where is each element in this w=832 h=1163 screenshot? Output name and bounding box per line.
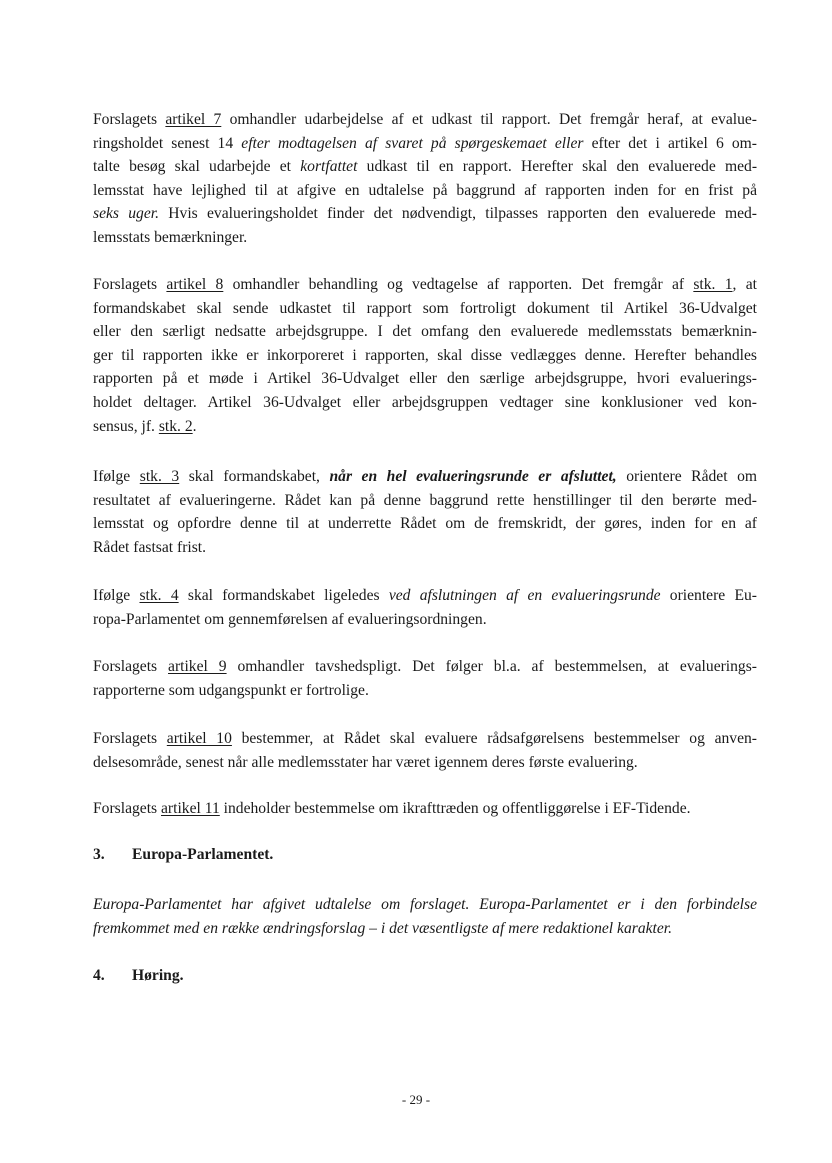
text-line [93, 917, 757, 941]
text-run: resultatet af evalueringerne. Rådet kan på denne baggrund rette henstillinger til den berørte med- [93, 491, 757, 509]
text-run: sensus, jf. [93, 417, 159, 435]
text-run: seks uger. [93, 205, 159, 223]
text-run: bestemmer, at Rådet skal evaluere rådsafgørelsens bestemmelser og anven- [231, 730, 757, 747]
text-line [93, 584, 757, 608]
text-run: ved afslutningen af en evalueringsrunde [388, 587, 661, 604]
reference-link: artikel 8 [166, 276, 224, 293]
text-line [93, 320, 757, 344]
reference-link: stk. 3 [139, 468, 180, 485]
text-line [93, 155, 757, 179]
text-run: Rådet fastsat frist. [93, 538, 207, 556]
text-line [93, 202, 757, 226]
text-line [93, 465, 757, 489]
text-run: rapporterne som udgangspunkt er fortrolige. [93, 681, 369, 699]
page-number: - 29 - [401, 1092, 431, 1107]
text-run: Forslagets [93, 111, 166, 128]
paragraph-article-9 [93, 655, 757, 702]
section-number: 4. [93, 967, 105, 984]
text-line [93, 489, 757, 513]
text-line [93, 344, 757, 368]
reference-link: stk. 4 [139, 587, 179, 604]
text-run: lemsstat og opfordre denne til at underrette Rådet om de fremskridt, der gøres, inden for en af [93, 515, 757, 533]
text-run: talte besøg skal udarbejde et [93, 158, 301, 176]
text-line [93, 179, 757, 203]
reference-link: stk. 2 [158, 417, 193, 435]
text-run: formandskabet skal sende udkastet til rapport som fortroligt dokument til Artikel 36-Udvalget [93, 299, 757, 317]
text-run: skal formandskabet, [179, 468, 330, 485]
reference-link: stk. 1 [693, 276, 733, 293]
text-run: skal formandskabet ligeledes [178, 587, 389, 604]
text-run: delsesområde, senest når alle medlemsstater har været igennem deres første evaluering. [93, 753, 638, 771]
paragraph-stk-4 [93, 584, 757, 631]
text-run: rapporten på et møde i Artikel 36-Udvalget eller den særlige arbejdsgruppe, hvori evaluerings- [93, 370, 757, 388]
text-line [93, 536, 757, 560]
text-run: efter det i artikel 6 om- [583, 134, 757, 152]
text-line [93, 679, 757, 703]
section-title: Høring. [132, 967, 184, 984]
text-run: når en hel evalueringsrunde er afsluttet, [329, 468, 617, 485]
text-run: omhandler udarbejdelse af et udkast til rapport. Det fremgår heraf, at evalue- [221, 111, 757, 128]
text-run: udkast til en rapport. Herefter skal den evaluerede med- [357, 158, 758, 176]
paragraph-article-10 [93, 727, 757, 774]
text-run: Forslagets [93, 276, 167, 293]
text-line [93, 226, 757, 250]
text-run: , at [732, 276, 757, 293]
text-run: ringsholdet senest 14 [93, 134, 242, 152]
text-run: kortfattet [300, 158, 358, 176]
text-line [93, 132, 757, 156]
text-run: Ifølge [93, 468, 140, 485]
text-line [93, 391, 757, 415]
text-run: Forslagets [93, 658, 169, 675]
text-run: omhandler behandling og vedtagelse af rapporten. Det fremgår af [223, 276, 694, 293]
paragraph-article-8 [93, 273, 757, 438]
paragraph-europa-parlamentet [93, 893, 757, 940]
paragraph-article-7 [93, 108, 757, 250]
reference-link: artikel 9 [168, 658, 227, 675]
text-run: ger til rapporten ikke er inkorporeret i rapporten, skal disse vedlægges denne. Herefter behandles [93, 346, 757, 364]
text-line [93, 797, 757, 821]
text-run: Forslagets [93, 730, 167, 747]
reference-link: artikel 11 [161, 800, 220, 817]
text-line [93, 297, 757, 321]
text-run: orientere Eu- [660, 587, 757, 604]
paragraph-article-11 [93, 797, 757, 821]
text-run: Ifølge [93, 587, 140, 604]
text-run: fremkommet med en række ændringsforslag – i det væsentligste af mere redaktionel karakter. [93, 919, 673, 937]
text-run: ropa-Parlamentet om gennemførelsen af evalueringsordningen. [93, 610, 487, 628]
text-run: Europa-Parlamentet har afgivet udtalelse om forslaget. Europa-Parlamentet er i den forbindelse [93, 896, 757, 913]
text-line [93, 727, 757, 751]
text-line [93, 608, 757, 632]
text-line [93, 893, 757, 917]
text-line [93, 655, 757, 679]
text-run: orientere Rådet om [616, 468, 757, 485]
section-heading-europa-parlamentet [93, 846, 273, 864]
text-line [93, 415, 757, 439]
text-run: omhandler tavshedspligt. Det følger bl.a. af bestemmelsen, at evaluerings- [226, 658, 757, 675]
paragraph-stk-3 [93, 465, 757, 559]
text-run: indeholder bestemmelse om ikrafttræden og offentliggørelse i EF-Tidende. [219, 800, 691, 817]
text-run: lemsstats bemærkninger. [93, 228, 248, 246]
text-line [93, 273, 757, 297]
text-run: holdet deltager. Artikel 36-Udvalget eller arbejdsgruppen vedtager sine konklusioner ved kon- [93, 393, 757, 411]
text-run: lemsstat have lejlighed til at afgive en udtalelse på baggrund af rapporten inden for en frist på [93, 181, 757, 199]
text-run: efter modtagelsen af svaret på spørgeskemaet eller [241, 134, 584, 152]
text-line [93, 367, 757, 391]
text-line [93, 751, 757, 775]
text-run: eller den særligt nedsatte arbejdsgruppe. I det omfang den evaluerede medlemsstats bemærknin- [93, 323, 757, 341]
section-number: 3. [93, 846, 105, 863]
text-run: Hvis evalueringsholdet finder det nødvendigt, tilpasses rapporten den evaluerede med- [159, 205, 757, 223]
section-heading-horing [93, 967, 184, 985]
reference-link: artikel 10 [166, 730, 232, 747]
text-run: Forslagets [93, 800, 162, 817]
reference-link: artikel 7 [165, 111, 222, 128]
text-line [93, 108, 757, 132]
text-run: . [192, 417, 197, 435]
text-line [93, 512, 757, 536]
section-title: Europa-Parlamentet. [132, 846, 274, 863]
